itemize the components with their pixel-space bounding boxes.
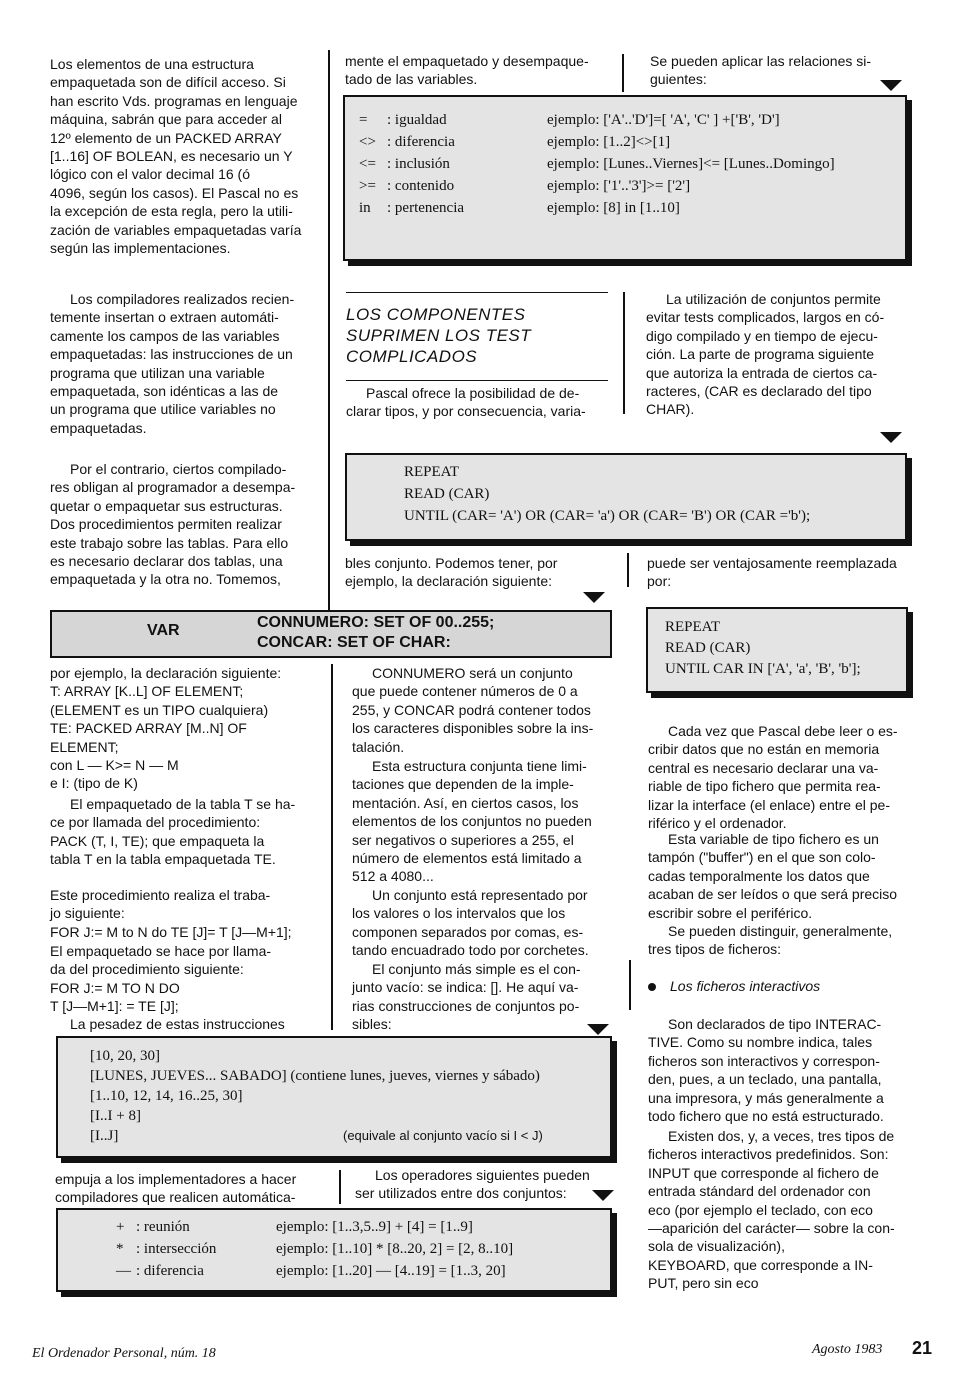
- text-line: PUT, pero sin eco: [648, 1275, 759, 1292]
- text-line: Esta variable de tipo fichero es un: [668, 831, 879, 847]
- col3-low-text-5: [648, 1127, 910, 1293]
- text-line: todo fichero que no está estructurado.: [648, 1108, 884, 1125]
- operator-row: [359, 153, 887, 175]
- column-rule: [622, 54, 624, 92]
- text-line: INPUT que corresponde al fichero de: [648, 1164, 879, 1181]
- relations-table: [359, 109, 887, 219]
- text-line: tado de las variables.: [345, 71, 478, 88]
- text-line: T [J—M+1]: = TE [J];: [50, 998, 179, 1015]
- column-rule: [328, 50, 330, 610]
- text-line: los valores o los intervalos que los: [352, 905, 566, 922]
- text-line: según las implementaciones.: [50, 240, 231, 257]
- operator-example: ejemplo: [1..2]<>[1]: [547, 134, 671, 150]
- text-line: Se pueden aplicar las relaciones si-: [650, 53, 872, 69]
- text-line: (ELEMENT es un TIPO cualquiera): [50, 701, 269, 718]
- section-heading: [346, 304, 608, 367]
- text-line: guientes:: [650, 71, 707, 88]
- text-line: mentación. Así, en ciertos casos, los: [352, 794, 579, 811]
- text-line: [1..10, 12, 14, 16..25, 30]: [90, 1088, 243, 1104]
- col3-low-text-4: [648, 1015, 910, 1125]
- text-line: escribir sobre el periférico.: [648, 904, 813, 921]
- var-declaration-box: [50, 610, 612, 658]
- arrow-down-icon: [587, 1024, 609, 1035]
- operator-example: ejemplo: [Lunes..Viernes]<= [Lunes..Domingo]: [547, 156, 835, 172]
- text-line: ce por llamada del procedimiento:: [50, 814, 261, 831]
- text-line: empaquetada y la otra no. Tomemos,: [50, 571, 281, 588]
- text-line: tampón ("buffer") en el que son colo-: [648, 849, 876, 866]
- text-line: LOS COMPONENTES: [346, 305, 526, 324]
- var-line-1: CONNUMERO: SET OF 00..255;: [257, 614, 495, 631]
- var-line-2: CONCAR: SET OF CHAR:: [257, 634, 451, 651]
- text-line: tando encuadrado todo por corchetes.: [352, 942, 589, 959]
- text-line: cadas temporalmente los datos que: [648, 867, 870, 884]
- text-line: Dos procedimientos permiten realizar: [50, 516, 282, 533]
- repeat-code-2: [665, 617, 861, 680]
- text-line: Cada vez que Pascal debe leer o es-: [668, 723, 898, 739]
- text-line: FOR J:= M to N do TE [J]= T [J—M+1];: [50, 923, 292, 940]
- arrow-down-icon: [880, 432, 902, 443]
- text-line: riable de tipo fichero que permita rea-: [648, 778, 881, 795]
- col1-para1: [50, 55, 312, 257]
- text-line: 512 a 4080...: [352, 868, 434, 885]
- repeat-box-2: [646, 607, 908, 693]
- col2-bottom-text: [355, 1166, 617, 1203]
- text-line: camente los campos de las variables: [50, 327, 280, 344]
- text-line: El empaquetado de la tabla T se ha-: [70, 796, 296, 812]
- operator-op: <>: [359, 134, 376, 150]
- operators-box: [56, 1208, 612, 1292]
- text-line: riférico y el ordenador.: [648, 815, 787, 832]
- col1-last-line: [50, 1015, 316, 1033]
- text-line: han escrito Vds. programas en lenguaje: [50, 92, 298, 109]
- arrow-down-icon: [880, 80, 902, 91]
- text-line: un programa que utilice variables no: [50, 401, 276, 418]
- text-line: REPEAT: [404, 464, 460, 480]
- text-line: talación.: [352, 738, 405, 755]
- operator-row: [359, 197, 887, 219]
- operator-op: =: [359, 112, 368, 128]
- col1-procedure-text: [50, 886, 316, 941]
- text-line: puede ser ventajosamente reemplazada: [647, 555, 897, 571]
- repeat-box-1: [345, 453, 907, 541]
- text-line: entrada stándard del ordenador con: [648, 1183, 871, 1200]
- col3-low-text-1: [648, 722, 910, 832]
- col2-low-text-3: [352, 886, 614, 960]
- operator-op: >=: [359, 178, 376, 194]
- operators-table: [116, 1216, 576, 1282]
- operator-example: ejemplo: [1..20] — [4..19] = [1..3, 20]: [276, 1263, 506, 1279]
- text-line: KEYBOARD, que corresponde a IN-: [648, 1256, 873, 1273]
- text-line: ELEMENT;: [50, 738, 119, 755]
- text-line: ejemplo, la declaración siguiente:: [345, 573, 553, 590]
- text-line: La utilización de conjuntos permite: [666, 291, 881, 307]
- text-line: Son declarados de tipo INTERAC-: [668, 1016, 882, 1032]
- text-line: Esta estructura conjunta tiene limi-: [372, 758, 587, 774]
- col3-low-text-3: [648, 922, 910, 959]
- text-line: FOR J:= M TO N DO: [50, 979, 180, 996]
- operator-row: [116, 1260, 576, 1282]
- text-line: la excepción de esta regla, pero la utili-: [50, 203, 293, 220]
- operator-example: ejemplo: [8] in [1..10]: [547, 200, 680, 216]
- text-line: TE: PACKED ARRAY [M..N] OF: [50, 720, 247, 737]
- text-line: res obligan al programador a desempa-: [50, 479, 296, 496]
- text-line: El empaquetado se hace por llama-: [50, 943, 272, 959]
- col1-para2: [50, 290, 312, 437]
- operator-name: : intersección: [136, 1241, 217, 1257]
- text-line: tabla T en la tabla empaquetada TE.: [50, 851, 276, 868]
- text-line: e I: (tipo de K): [50, 775, 138, 792]
- empty-set-note: (equivale al conjunto vacío si I < J): [343, 1128, 543, 1143]
- relations-box: [343, 95, 907, 261]
- operator-op: in: [359, 200, 371, 216]
- operator-example: ejemplo: ['1'..'3']>= ['2']: [547, 178, 691, 194]
- operator-example: ejemplo: [1..10] * [8..20, 2] = [2, 8..10]: [276, 1241, 514, 1257]
- text-line: UNTIL (CAR= 'A') OR (CAR= 'a') OR (CAR= 'B') OR (CAR ='b');: [404, 508, 811, 524]
- footer-publication: El Ordenador Personal, núm. 18: [32, 1346, 216, 1361]
- text-line: por:: [647, 573, 672, 590]
- text-line: Pascal ofrece la posibilidad de de-: [366, 385, 580, 401]
- text-line: es necesario declarar dos tablas, una: [50, 553, 283, 570]
- text-line: programa que utilizan una variable: [50, 364, 265, 381]
- text-line: ser utilizados entre dos conjuntos:: [355, 1185, 567, 1202]
- text-line: Existen dos, y, a veces, tres tipos de: [668, 1128, 895, 1144]
- column-rule: [339, 1170, 341, 1204]
- text-line: tres tipos de ficheros:: [648, 941, 782, 958]
- operator-row: [359, 109, 887, 131]
- text-line: El conjunto más simple es el con-: [372, 961, 581, 977]
- text-line: compiladores que realicen automática-: [55, 1189, 296, 1206]
- text-line: READ (CAR): [665, 640, 751, 656]
- col2-top-text: [345, 52, 607, 89]
- text-line: central es necesario declarar una va-: [648, 759, 879, 776]
- text-line: bles conjunto. Podemos tener, por: [345, 555, 558, 571]
- text-line: Los compiladores realizados recien-: [70, 291, 295, 307]
- repeat-code-1: [404, 461, 810, 527]
- text-line: Se pueden distinguir, generalmente,: [668, 923, 893, 939]
- operator-name: : reunión: [136, 1219, 190, 1235]
- text-line: La pesadez de estas instrucciones: [70, 1016, 285, 1032]
- text-line: eco (por ejemplo el teclado, con eco: [648, 1201, 873, 1218]
- text-line: taciones que dependen de la imple-: [352, 776, 574, 793]
- column-rule: [627, 553, 629, 587]
- operator-op: *: [116, 1241, 124, 1257]
- text-line: racteres, (CAR es declarado del tipo: [646, 383, 872, 400]
- text-line: READ (CAR): [404, 486, 490, 502]
- heading-rule-top: [346, 292, 608, 293]
- text-line: SUPRIMEN LOS TEST: [346, 326, 532, 345]
- col2-low-text-2: [352, 757, 614, 886]
- text-line: acaban de ser leídos o que será preciso: [648, 886, 898, 903]
- var-keyword: VAR: [147, 622, 180, 639]
- text-line: junto vacío: se indica: []. He aquí va-: [352, 979, 579, 996]
- text-line: máquina, sabrán que para acceder al: [50, 111, 282, 128]
- text-line: da del procedimiento siguiente:: [50, 961, 244, 978]
- column-rule: [629, 960, 631, 1010]
- bullet-heading: [648, 977, 910, 995]
- col2-low-text-4: [352, 960, 614, 1034]
- operator-name: : pertenencia: [387, 200, 465, 216]
- text-line: [LUNES, JUEVES... SABADO] (contiene lunes, jueves, viernes y sábado): [90, 1068, 540, 1084]
- text-line: zación de variables empaquetadas varía: [50, 221, 302, 238]
- text-line: que autoriza la entrada de ciertos ca-: [646, 364, 878, 381]
- operator-name: : diferencia: [136, 1263, 204, 1279]
- page-number: 21: [912, 1338, 933, 1358]
- text-line: mente el empaquetado y desempaque-: [345, 53, 589, 69]
- text-line: 255, y CONCAR podrá contener todos: [352, 701, 591, 718]
- text-line: CHAR).: [646, 401, 695, 418]
- text-line: número de elementos está limitado a: [352, 850, 582, 867]
- text-line: TIVE. Como su nombre indica, tales: [648, 1034, 873, 1051]
- text-line: COMPLICADOS: [346, 347, 478, 366]
- text-line: T: ARRAY [K..L] OF ELEMENT;: [50, 683, 244, 700]
- operator-name: : contenido: [387, 178, 455, 194]
- operator-example: ejemplo: ['A'..'D']=[ 'A', 'C' ] +['B', 'D']: [547, 112, 780, 128]
- text-line: REPEAT: [665, 619, 721, 635]
- text-line: elementos de los conjuntos no pueden: [352, 813, 592, 830]
- col2-after-repeat: [345, 554, 607, 591]
- text-line: —aparición del carácter— sobre la con-: [648, 1220, 895, 1237]
- text-line: sola de visualización),: [648, 1238, 785, 1255]
- operator-name: : diferencia: [387, 134, 455, 150]
- text-line: componen separados por comas, es-: [352, 923, 584, 940]
- arrow-down-icon: [583, 592, 605, 603]
- text-line: que puede contener números de 0 a: [352, 683, 578, 700]
- sets-example-box: [56, 1036, 612, 1158]
- col1-declaration: [50, 664, 316, 793]
- text-line: una impresora, y más generalmente a: [648, 1089, 884, 1106]
- text-line: empaquetadas.: [50, 419, 147, 436]
- col1-pack-text: [50, 795, 316, 869]
- text-line: [10, 20, 30]: [90, 1048, 160, 1064]
- text-line: ción. La parte de programa siguiente: [646, 346, 875, 363]
- text-line: cribir datos que no están en memoria: [648, 741, 880, 758]
- text-line: temente insertan o extraen automáti-: [50, 309, 279, 326]
- operator-row: [116, 1216, 576, 1238]
- text-line: Un conjunto está representado por: [372, 887, 588, 903]
- operator-row: [359, 131, 887, 153]
- column-rule: [623, 292, 625, 414]
- text-line: 4096, según los casos). El Pascal no es: [50, 184, 299, 201]
- col2-mid-text: [346, 384, 608, 421]
- text-line: Los operadores siguientes pueden: [375, 1167, 590, 1183]
- text-line: empaquetada son de difícil acceso. Si: [50, 74, 286, 91]
- col3-mid-text: [646, 290, 908, 419]
- operator-name: : igualdad: [387, 112, 447, 128]
- col1-para3: [50, 460, 312, 589]
- operator-op: <=: [359, 156, 376, 172]
- column-rule: [331, 664, 333, 1030]
- operator-name: : inclusión: [387, 156, 450, 172]
- text-line: [I..J]: [90, 1128, 119, 1144]
- operator-op: —: [116, 1263, 131, 1279]
- text-line: digo compilado y en tiempo de ejecu-: [646, 327, 878, 344]
- text-line: lizar la interface (el enlace) entre el pe-: [648, 796, 891, 813]
- footer-date: Agosto 1983: [812, 1342, 883, 1357]
- text-line: los caracteres disponibles sobre la ins-: [352, 720, 594, 737]
- col1-bottom-text: [55, 1170, 323, 1207]
- col3-low-text-2: [648, 830, 910, 922]
- text-line: [I..I + 8]: [90, 1108, 141, 1124]
- text-line: empaquetada, son idénticas a las de: [50, 383, 279, 400]
- arrow-down-icon: [592, 1190, 614, 1201]
- text-line: empaquetadas: las instrucciones de un: [50, 346, 293, 363]
- bullet-heading-text: Los ficheros interactivos: [670, 978, 821, 994]
- text-line: este trabajo sobre las tablas. Para ello: [50, 534, 289, 551]
- text-line: rias construcciones de conjuntos po-: [352, 997, 580, 1014]
- text-line: Por el contrario, ciertos compilado-: [70, 461, 287, 477]
- text-line: quetar o empaquetar sus estructuras.: [50, 497, 283, 514]
- text-line: con L — K>= N — M: [50, 757, 179, 774]
- text-line: sibles:: [352, 1016, 392, 1033]
- text-line: Los elementos de una estructura: [50, 56, 254, 72]
- text-line: ser negativos o superiores a 255, el: [352, 831, 574, 848]
- text-line: Este procedimiento realiza el traba-: [50, 887, 271, 903]
- col2-low-text-1: [352, 664, 614, 756]
- text-line: CONNUMERO será un conjunto: [372, 665, 573, 681]
- text-line: [1..16] OF BOLEAN, es necesario un Y: [50, 148, 293, 165]
- text-line: 12º elemento de un PACKED ARRAY: [50, 129, 282, 146]
- text-line: empuja a los implementadores a hacer: [55, 1171, 297, 1187]
- col1-unpack-text: [50, 942, 316, 1016]
- operator-op: +: [116, 1219, 125, 1235]
- col3-top-text: [650, 52, 908, 89]
- text-line: UNTIL CAR IN ['A', 'a', 'B', 'b'];: [665, 661, 861, 677]
- col3-after-repeat: [647, 554, 909, 591]
- operator-example: ejemplo: [1..3,5..9] + [4] = [1..9]: [276, 1219, 473, 1235]
- heading-rule-bottom: [346, 380, 608, 381]
- text-line: evitar tests complicados, largos en có-: [646, 309, 885, 326]
- text-line: lógico con el valor decimal 16 (ó: [50, 166, 250, 183]
- text-line: PACK (T, I, TE); que empaqueta la: [50, 832, 265, 849]
- text-line: ficheros interactivos predefinidos. Son:: [648, 1146, 889, 1163]
- operator-row: [116, 1238, 576, 1260]
- text-line: por ejemplo, la declaración siguiente:: [50, 665, 282, 681]
- bullet-icon: [648, 983, 656, 991]
- text-line: den, pues, a un teclado, una pantalla,: [648, 1071, 882, 1088]
- text-line: jo siguiente:: [50, 905, 125, 922]
- text-line: clarar tipos, y por consecuencia, varia-: [346, 403, 586, 420]
- text-line: ficheros son interactivos y correspon-: [648, 1052, 880, 1069]
- operator-row: [359, 175, 887, 197]
